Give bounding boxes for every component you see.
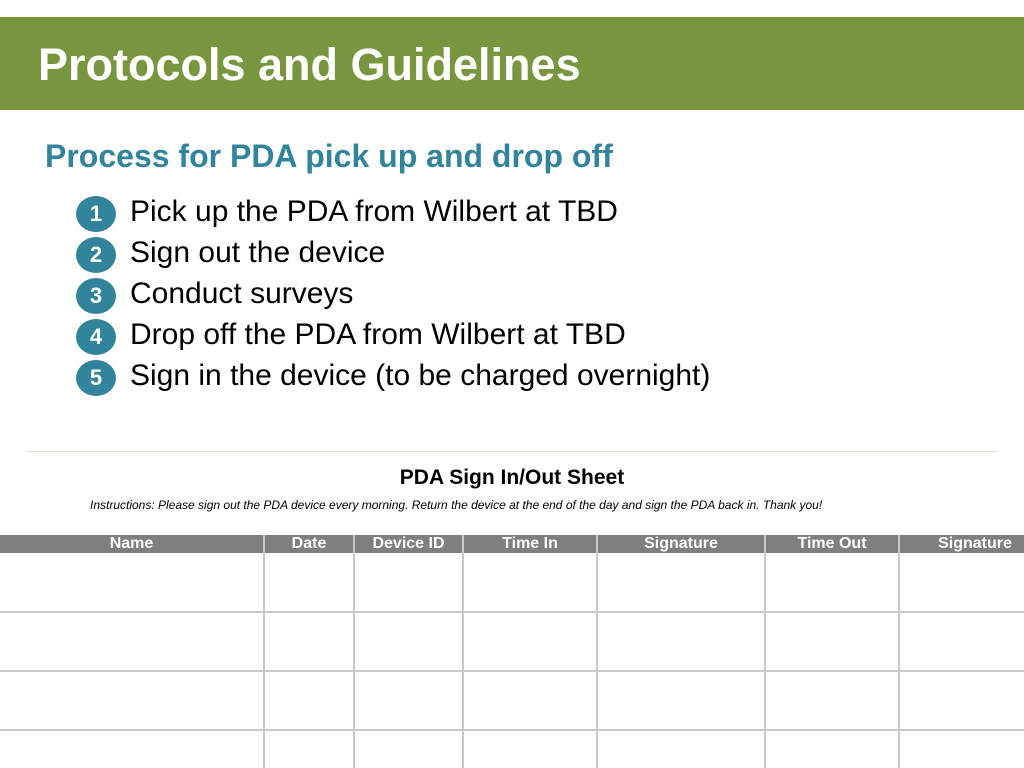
- sheet-instructions: Instructions: Please sign out the PDA device every morning. Return the device at the end of the day and sign the PDA back in. Thank you!: [90, 498, 823, 512]
- step-number-badge: 4: [76, 319, 116, 355]
- title-bar: [0, 17, 1024, 110]
- sign-in-out-table: [0, 535, 1024, 768]
- sheet-title-text: PDA Sign In/Out Sheet: [399, 466, 625, 489]
- column-header-device-id: Device ID: [372, 535, 445, 552]
- column-header-name: Name: [109, 535, 154, 552]
- table-row: [0, 672, 1024, 729]
- step-text: Sign out the device: [130, 236, 386, 269]
- divider: [26, 451, 998, 452]
- column-header-time-out: Time Out: [797, 535, 867, 552]
- section-subheading: Process for PDA pick up and drop off: [45, 138, 613, 174]
- step-number-badge: 2: [76, 237, 116, 273]
- step-number-badge: 5: [76, 360, 116, 396]
- table-row: [0, 613, 1024, 670]
- step-text: Conduct surveys: [130, 277, 354, 310]
- step-number-badge: 3: [76, 278, 116, 314]
- page-title: Protocols and Guidelines: [38, 39, 581, 90]
- table-header: [0, 535, 1024, 553]
- step-text: Sign in the device (to be charged overnight): [130, 359, 711, 392]
- column-header-date: Date: [291, 535, 327, 552]
- table-row: [0, 553, 1024, 611]
- sheet-title: [0, 464, 1024, 492]
- step-number-badge: 1: [76, 196, 116, 232]
- column-header-signature: Signature: [644, 535, 718, 552]
- column-header-signature: Signature: [938, 535, 1012, 552]
- step-text: Drop off the PDA from Wilbert at TBD: [130, 318, 626, 351]
- column-header-time-in: Time In: [502, 535, 558, 552]
- step-text: Pick up the PDA from Wilbert at TBD: [130, 195, 618, 228]
- table-row: [0, 731, 1024, 768]
